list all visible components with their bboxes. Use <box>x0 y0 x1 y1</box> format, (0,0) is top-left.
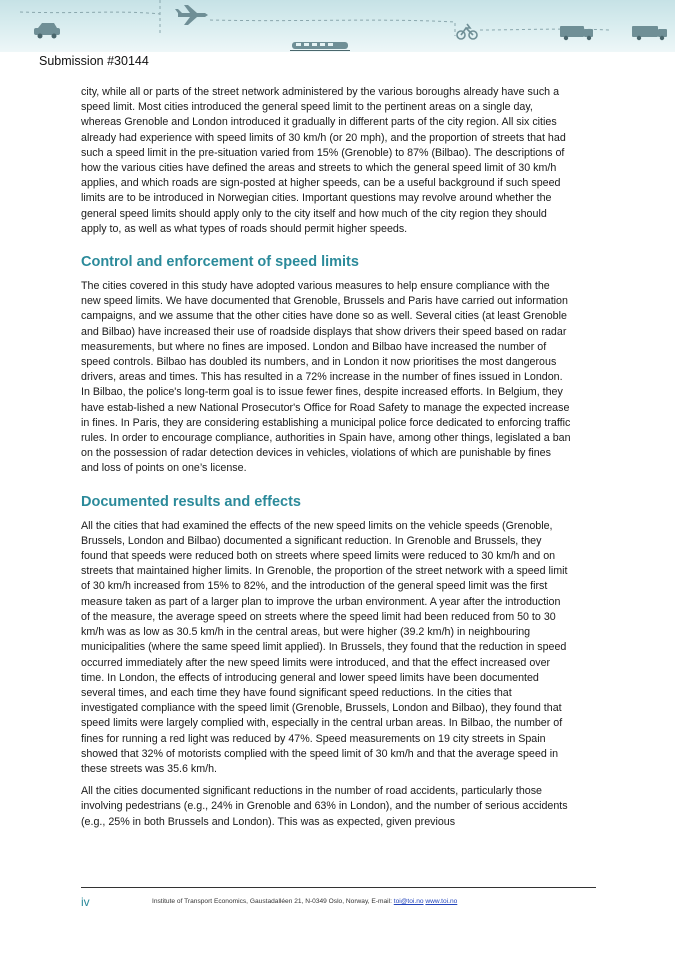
paragraph: The cities covered in this study have adopted various measures to help ensure compliance with the new speed limits. We have documented that Grenoble, Brussels and Paris have carried out information campaigns, and we assume that the other cities have done so as well. Several cities (at least Grenoble and Bilbao) have increased their use of roadside displays that show drivers their speed based on radar measurements, but where no fines are imposed. London and Bilbao have increased the number of speed controls. Bilbao has doubled its numbers, and in London it now prioritises the most dangerous drivers, areas and times. This has resulted in a 72% increase in the number of fines issued in London. In Bilbao, the police's long-term goal is to issue fewer fines, despite increased efforts. In Belgium, they have estab-lished a new National Prosecutor's Office for Road Safety to manage the expected increase in fines. In Paris, they are considering establishing a municipal police force dedicated to enforcing traffic rules. In order to encourage compliance, authorities in Spain have, among other things, legislated a ban on the possession of radar detection devices in vehicles, violations of which are punishable by fines and loss of points on one’s license. <box>81 280 571 475</box>
footer-divider <box>81 887 596 888</box>
transport-icons-strip <box>0 0 675 52</box>
footer-address <box>152 898 457 905</box>
truck-icon <box>632 26 667 40</box>
car-icon <box>34 23 60 39</box>
section-heading-results: Documented results and effects <box>81 493 301 510</box>
airplane-icon <box>175 5 208 25</box>
paragraph: All the cities that had examined the effects of the new speed limits on the vehicle speeds (Grenoble, Brussels, London and Bilbao) documented a significant reduction. In Grenoble and Brussels, they found that speeds were reduced both on streets where speed limits were reduced to 30 km/h and on streets that maintained higher limits. In Grenoble, the proportion of the street network with a speed limit of 30 km/h increased from 15% to 82%, and the introduction of the general speed limit was the first measure taken as part of a larger plan to improve the urban environment. A year after the introduction of the measure, the average speed on streets where the speed limit had been reduced from 50 to 30 km/h was as low as 30.5 km/h in the central areas, but were higher (39.2 km/h) in neighbouring municipalities (where the same speed limit applied). In Brussels, they found that the reduction in speed occurred immediately after the new speed limits were introduced, and that the effect increased over time. In London, the effects of introducing general and lower speed limits have been documented several times, and each time they have found significant speed reductions. In the cities that investigated compliance with the speed limit (Grenoble, Brussels, London and Bilbao), they found that speed limits were largely complied with, especially in the central urban areas. In Bilbao, the number of fines for running a red light was reduced by 47%. Speed measurements on 19 city streets in Spain showed that 32% of motorists complied with the speed limit of 30 km/h and that the average speed in these streets was 35.6 km/h. <box>81 519 568 775</box>
section-heading-control: Control and enforcement of speed limits <box>81 254 359 271</box>
header-banner <box>0 0 675 52</box>
truck-icon <box>560 26 593 40</box>
institute-address: Institute of Transport Economics, Gaustadalléen 21, N-0349 Oslo, Norway, E-mail: <box>152 898 394 905</box>
website-link[interactable]: www.toi.no <box>425 898 458 905</box>
page-number: iv <box>81 895 90 909</box>
bicycle-icon <box>457 24 477 39</box>
submission-label: Submission #30144 <box>39 54 149 68</box>
page-body <box>81 85 571 830</box>
train-icon <box>290 42 350 51</box>
paragraph: All the cities documented significant reductions in the number of road accidents, particularly those involving pedestrians (e.g., 24% in Grenoble and 63% in London), and the number of serious accidents (e.g., 25% in both Brussels and London). This was as expected, given previous <box>81 785 568 828</box>
paragraph: city, while all or parts of the street network administered by the various boroughs already have such a speed limit. Most cities introduced the general speed limit to the pertinent areas on a single day, whereas Grenoble and London introduced it gradually in different parts of the city region. All six cities already had experience with speed limits of 30 km/h (or 20 mph), and the proportion of streets that had such a speed limit in the pre-situation varied from 15% (Grenoble) to 87% (Bilbao). The descriptions of how the various cities have defined the areas and streets to which the general speed limit of 30 km/h applies, and which roads are sign-posted at higher speeds, can be a useful background if such speed limits are to be introduced in Norwegian cities. Important questions may revolve around whether the general speed limits should apply only to the city itself and how much of the city region they should apply to, as well as what types of roads should permit higher speeds. <box>81 86 566 235</box>
email-link[interactable]: toi@toi.no <box>393 898 424 905</box>
